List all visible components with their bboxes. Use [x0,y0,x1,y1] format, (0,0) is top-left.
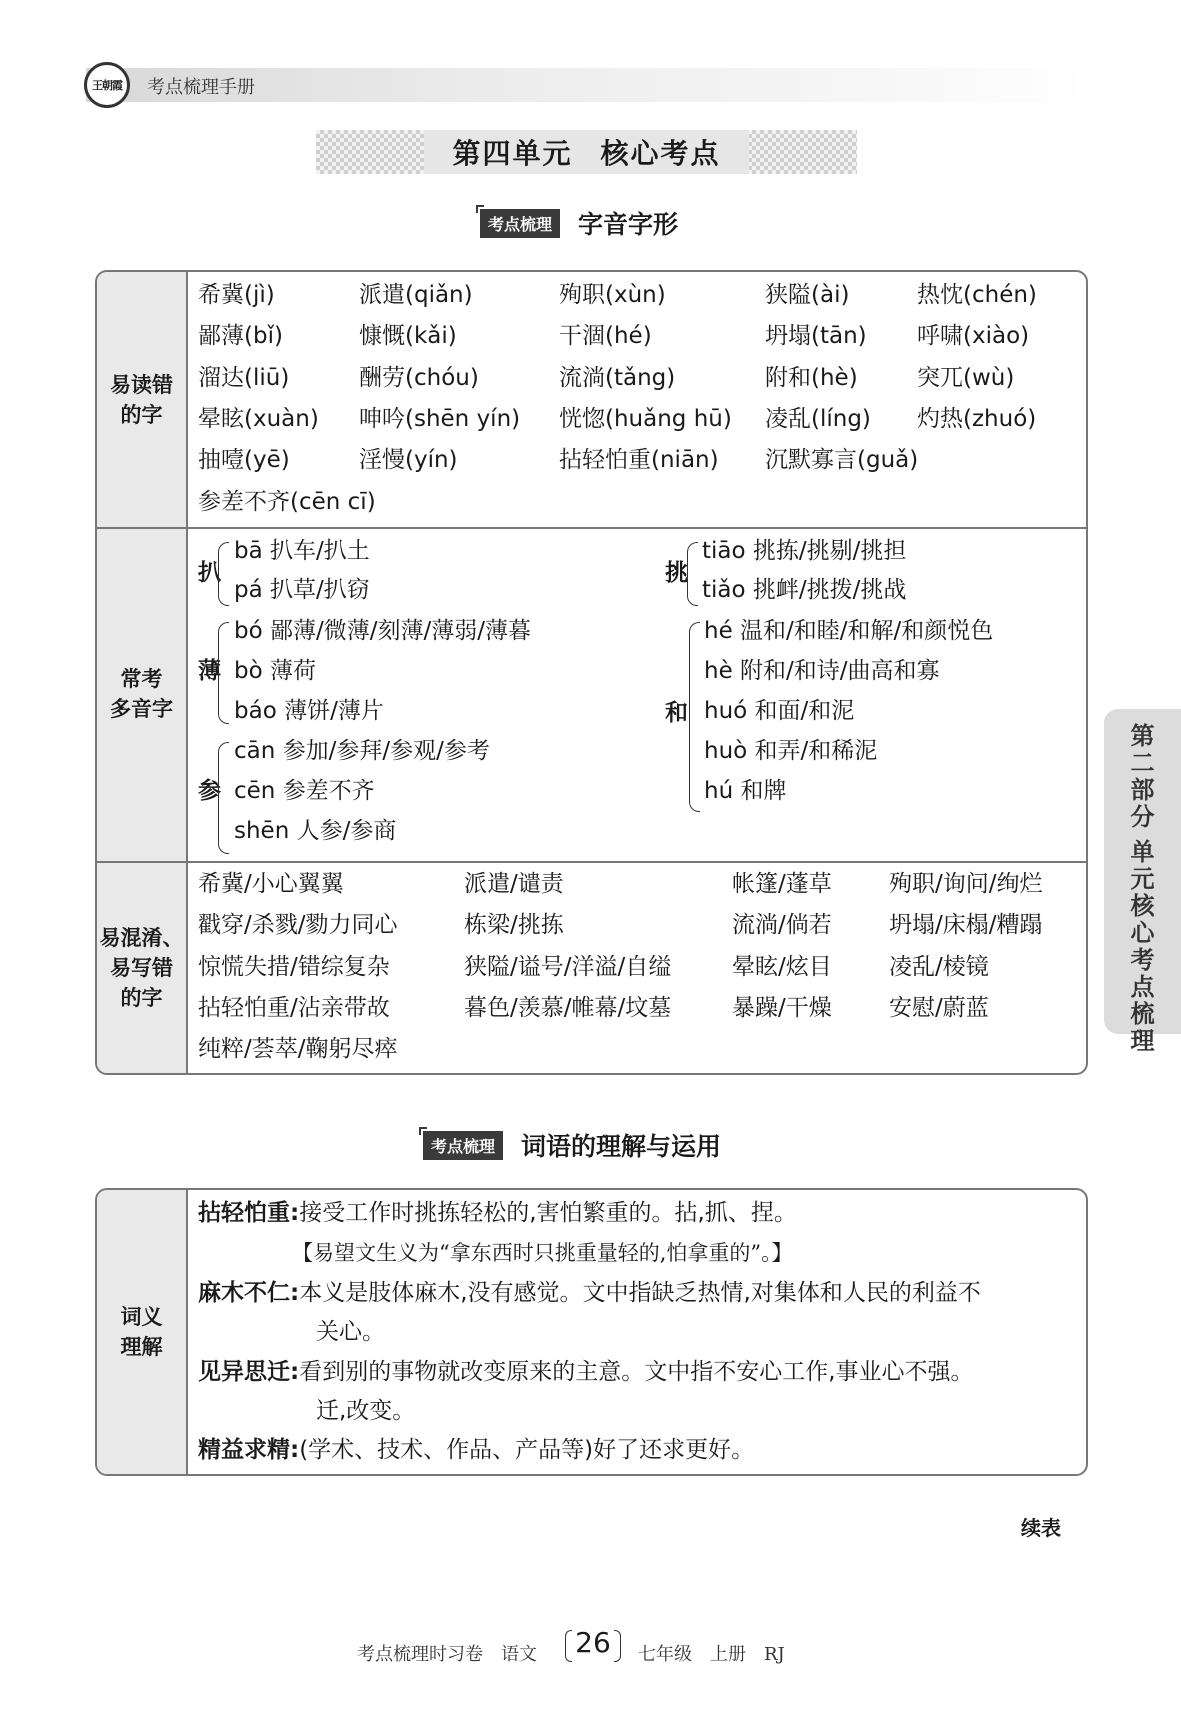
row-label-polyphones: 常考 多音字 [110,667,173,721]
unit-banner [316,130,857,174]
misread-word: 灼热(zhuó) [917,405,1037,432]
confusable-word: 凌乱/棱镜 [889,953,989,980]
misread-word: 派遣(qiǎn) [359,282,473,308]
publisher-logo: 王朝霞 [84,62,130,108]
polyphone-char: 挑 [665,560,688,586]
misread-word: 呼啸(xiào) [917,323,1030,350]
confusable-word: 流淌/倘若 [732,912,832,939]
misread-word: 晕眩(xuàn) [198,405,319,432]
polyphone-reading: hú 和牌 [704,778,787,804]
row-label-meaning: 词义 理解 [120,1305,163,1359]
continued-label: 续表 [1021,1516,1061,1540]
misread-word: 希冀(jì) [198,282,275,308]
confusable-word: 派遣/谴责 [464,871,564,897]
misread-word: 慷慨(kǎi) [359,323,457,350]
misread-word: 附和(hè) [765,364,858,391]
misread-word: 呻吟(shēn yín) [359,405,521,432]
polyphone-reading: cān 参加/参拜/参观/参考 [234,738,490,764]
misread-word: 酬劳(chóu) [359,364,479,391]
row-divider [97,861,1086,863]
header-title: 考点梳理手册 [147,77,255,98]
row-divider [97,527,1086,529]
polyphone-reading: cēn 参差不齐 [234,778,375,804]
vocab-entry: 见异思迁:看到别的事物就改变原来的主意。文中指不安心工作,事业心不强。 [198,1359,974,1385]
polyphone-reading: hè 附和/和诗/曲高和寡 [704,658,940,684]
vocab-note: 【易望文生义为“拿东西时只挑重量轻的,怕拿重的”。】 [292,1241,793,1265]
misread-word: 恍惚(huǎng hū) [559,405,732,432]
brace [218,742,229,854]
brace [689,622,700,812]
misread-word: 干涸(hé) [559,323,652,350]
misread-word: 坍塌(tān) [765,323,867,350]
misread-word: 殉职(xùn) [559,282,666,308]
confusable-word: 栋梁/挑拣 [464,912,564,939]
pronunciation-table [95,270,1088,1075]
section-header-pronunciation [480,205,678,241]
confusable-word: 暴躁/干燥 [732,994,832,1021]
confusable-word: 坍塌/床榻/糟蹋 [889,912,1043,939]
side-tab-title: 单 元 核 心 考 点 梳 理 [1130,838,1155,1055]
vocabulary-table [95,1188,1088,1476]
polyphone-reading: bò 薄荷 [234,658,316,684]
confusable-word: 安慰/蔚蓝 [889,994,989,1021]
misread-word: 参差不齐(cēn cī) [198,488,376,515]
brace [218,622,229,724]
section-title: 字音字形 [578,210,679,239]
polyphone-char: 和 [665,700,688,726]
confusable-word: 晕眩/炫目 [732,953,832,980]
confusable-word: 狭隘/谥号/洋溢/自缢 [464,953,672,980]
side-tab-part: 第 二 部 分 [1130,722,1155,831]
vocab-entry: 拈轻怕重:接受工作时挑拣轻松的,害怕繁重的。拈,抓、捏。 [198,1200,797,1226]
side-tab-text [1104,723,1181,1055]
brace [687,542,698,606]
vocab-entry-cont: 关心。 [316,1319,385,1345]
confusable-word: 暮色/羡慕/帷幕/坟墓 [464,994,672,1021]
misread-word: 溜达(liū) [198,364,290,391]
misread-word: 流淌(tǎng) [559,364,676,391]
confusable-word: 拈轻怕重/沾亲带故 [198,994,390,1021]
polyphone-reading: shēn 人参/参商 [234,818,397,844]
misread-word: 拈轻怕重(niān) [559,447,719,474]
confusable-word: 希冀/小心翼翼 [198,871,344,897]
polyphone-char: 扒 [198,560,221,586]
misread-word: 淫慢(yín) [359,447,458,474]
brace [218,542,229,606]
side-tab [1104,709,1181,1055]
section-header-vocabulary [423,1127,721,1163]
polyphone-reading: huò 和弄/和稀泥 [704,738,878,764]
confusable-word: 帐篷/蓬草 [732,871,832,897]
misread-word: 突兀(wù) [917,364,1015,391]
footer-left: 考点梳理时习卷 语文 [357,1644,537,1665]
polyphone-char: 薄 [198,658,221,684]
section-tag: 考点梳理 [480,209,560,238]
confusable-word: 殉职/询问/绚烂 [889,871,1043,897]
polyphone-reading: tiāo 挑拣/挑剔/挑担 [702,538,907,564]
confusable-word: 惊慌失措/错综复杂 [198,953,390,980]
section-tag: 考点梳理 [423,1131,503,1160]
row-label-confusable: 易混淆、 易写错 的字 [99,926,184,1010]
unit-title: 第四单元 核心考点 [424,130,749,174]
polyphone-reading: bā 扒车/扒土 [234,538,370,564]
polyphone-reading: bó 鄙薄/微薄/刻薄/薄弱/薄暮 [234,618,531,644]
polyphone-reading: huó 和面/和泥 [704,698,855,724]
misread-word: 狭隘(ài) [765,282,850,308]
vocab-entry: 麻木不仁:本义是肢体麻木,没有感觉。文中指缺乏热情,对集体和人民的利益不 [198,1280,981,1306]
confusable-word: 戳穿/杀戮/勠力同心 [198,912,398,939]
footer-right: 七年级 上册 RJ [638,1644,785,1665]
row-label-misread: 易读错 的字 [110,372,173,427]
polyphone-reading: báo 薄饼/薄片 [234,698,384,724]
misread-word: 沉默寡言(guǎ) [765,447,919,474]
misread-word: 鄙薄(bǐ) [198,323,283,350]
misread-word: 热忱(chén) [917,282,1037,308]
vocab-entry-cont: 迁,改变。 [316,1398,416,1424]
polyphone-reading: tiǎo 挑衅/挑拨/挑战 [702,577,907,603]
polyphone-reading: pá 扒草/扒窃 [234,577,370,603]
section-title: 词语的理解与运用 [521,1132,722,1161]
confusable-word: 纯粹/荟萃/鞠躬尽瘁 [198,1036,398,1063]
misread-word: 凌乱(líng) [765,405,871,432]
polyphone-char: 参 [198,778,221,804]
page-number: 26 [567,1626,619,1662]
polyphone-reading: hé 温和/和睦/和解/和颜悦色 [704,618,994,644]
vocab-entry: 精益求精:(学术、技术、作品、产品等)好了还求更好。 [198,1437,755,1463]
misread-word: 抽噎(yē) [198,447,290,474]
